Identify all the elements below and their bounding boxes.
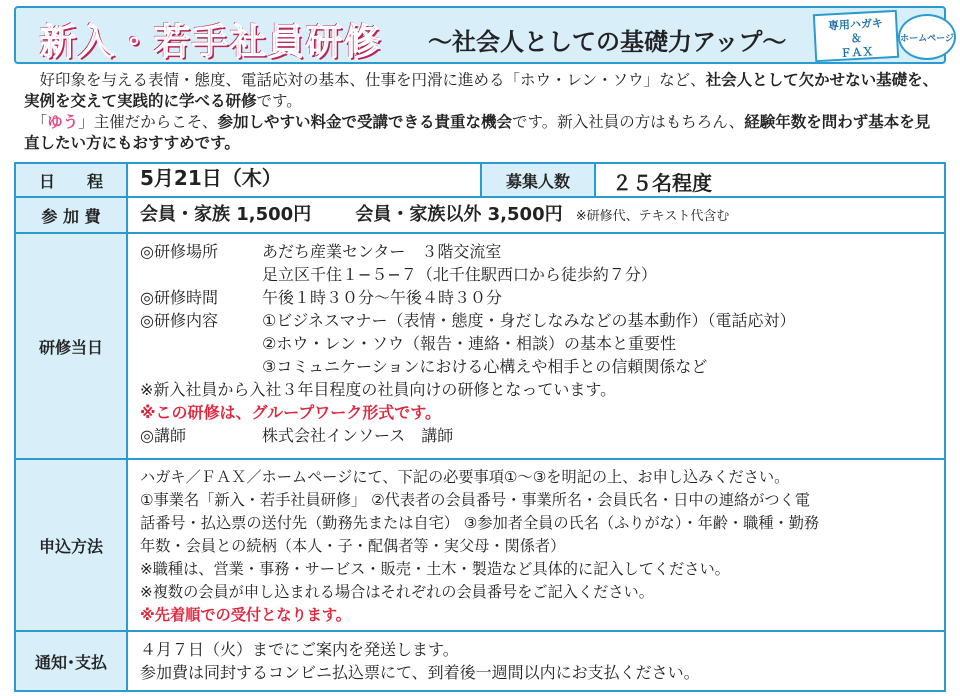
place-value-2: 足立区千住１−５−７（北千住駅西口から徒歩約７分） bbox=[262, 265, 657, 284]
content-row-1 bbox=[140, 309, 944, 332]
badge-hagaki-line1: 専用ハガキ bbox=[827, 16, 884, 33]
postcard-fax-badge bbox=[813, 10, 899, 62]
time-row bbox=[140, 286, 944, 309]
capacity-label: 募集人数 bbox=[480, 164, 596, 196]
row-fee bbox=[16, 198, 944, 234]
schedule-value: 5月21日（木） bbox=[140, 166, 282, 190]
intro-p1-b: 社会人として欠かせない基礎を、実例を交えて実践的に学べる研修 bbox=[24, 71, 939, 110]
capacity-value: ２５名程度 bbox=[612, 171, 712, 195]
info-table bbox=[14, 162, 946, 692]
intro-p2-b: 」主催だからこそ、 bbox=[78, 113, 218, 131]
intro-p1-a: 好印象を与える表情・態度、電話応対の基本、仕事を円滑に進める「ホウ・レン・ソウ」など、 bbox=[39, 71, 706, 89]
badge-hagaki-line3: ＦＡＸ bbox=[840, 45, 874, 60]
content-item-2: ②ホウ・レン・ソウ（報告・連絡・相談）の基本と重要性 bbox=[262, 334, 676, 353]
place-row-2 bbox=[140, 263, 944, 286]
time-key: ◎研修時間 bbox=[140, 288, 218, 307]
content-row-2 bbox=[140, 332, 944, 355]
notice-label: 通知･支払 bbox=[16, 632, 128, 690]
time-value: 午後１時３０分〜午後４時３０分 bbox=[262, 288, 503, 307]
page-title: 新入・若手社員研修 bbox=[40, 22, 383, 63]
apply-line-5: ※職種は、営業・事務・サービス・販売・土木・製造など具体的に記入してください。 bbox=[140, 560, 730, 578]
intro-p2-d: です。新入社員の方はもちろん、 bbox=[512, 113, 745, 131]
yu-logo-text: ゆう bbox=[47, 113, 79, 131]
intro-p2-a: 「 bbox=[39, 113, 48, 131]
row-application bbox=[16, 460, 944, 632]
badge-hagaki-line2: ＆ bbox=[850, 31, 862, 46]
training-day-cell bbox=[128, 234, 944, 458]
homepage-badge: ホームページ bbox=[898, 14, 956, 60]
notice-line-1: ４月７日（火）までにご案内を発送します。 bbox=[140, 640, 459, 659]
fee-cell bbox=[128, 198, 944, 232]
fee-label: 参 加 費 bbox=[16, 198, 128, 232]
apply-line-2: ①事業名「新入・若手社員研修」 ②代表者の会員番号・事業所名・会員氏名・日中の連絡がつく電 bbox=[140, 491, 810, 509]
apply-line-7: ※先着順での受付となります。 bbox=[140, 606, 351, 624]
place-value-1: あだち産業センター ３階交流室 bbox=[262, 242, 502, 261]
content-item-1: ①ビジネスマナー（表情・態度・身だしなみなどの基本動作）（電話応対） bbox=[262, 311, 796, 330]
page-subtitle: 〜社会人としての基礎力アップ〜 bbox=[428, 28, 787, 56]
notice-cell bbox=[128, 632, 944, 690]
lecturer-value: 株式会社インソース 講師 bbox=[262, 426, 454, 445]
training-day-label: 研修当日 bbox=[16, 234, 128, 458]
intro-p1-c: です。 bbox=[256, 92, 302, 110]
apply-line-3: 話番号・払込票の送付先（勤務先または自宅） ③参加者全員の氏名（ふりがな）・年齢・職種・勤務 bbox=[140, 514, 820, 532]
apply-line-1: ハガキ／ＦＡＸ／ホームページにて、下記の必要事項①〜③を明記の上、お申し込みください。 bbox=[140, 468, 790, 486]
content-item-3: ③コミュニケーションにおける心構えや相手との信頼関係など bbox=[262, 357, 708, 376]
application-cell bbox=[128, 460, 944, 630]
lecturer-key: ◎講師 bbox=[140, 426, 186, 445]
intro-p2-c: 参加しやすい料金で受講できる貴重な機会 bbox=[217, 113, 513, 131]
place-key: ◎研修場所 bbox=[140, 242, 218, 261]
row-schedule bbox=[16, 164, 944, 198]
schedule-label: 日 程 bbox=[16, 164, 128, 196]
place-row bbox=[140, 240, 944, 263]
apply-line-6: ※複数の会員が申し込まれる場合はそれぞれの会員番号をご記入ください。 bbox=[140, 583, 654, 601]
day-note-1: ※新入社員から入社３年目程度の社員向けの研修となっています。 bbox=[140, 380, 617, 399]
intro-p2-e: 経験年数を問わず基本を見直したい方にもおすすめです。 bbox=[24, 113, 931, 152]
header-banner bbox=[14, 6, 954, 64]
fee-nonmember: 会員・家族以外 3,500円 bbox=[355, 204, 563, 225]
content-row-3 bbox=[140, 355, 944, 378]
intro-paragraph-2 bbox=[24, 112, 940, 154]
content-key: ◎研修内容 bbox=[140, 311, 218, 330]
intro-paragraph-1 bbox=[24, 70, 940, 112]
fee-member: 会員・家族 1,500円 bbox=[140, 204, 312, 225]
lecturer-row bbox=[140, 424, 944, 447]
day-note-2: ※この研修は、グループワーク形式です。 bbox=[140, 403, 441, 422]
row-notice bbox=[16, 632, 944, 690]
application-label: 申込方法 bbox=[16, 460, 128, 630]
notice-line-2: 参加費は同封するコンビニ払込票にて、到着後一週間以内にお支払ください。 bbox=[140, 663, 700, 682]
apply-line-4: 年数・会員との続柄（本人・子・配偶者等・実父母・関係者） bbox=[140, 537, 566, 555]
fee-note: ※研修代、テキスト代含む bbox=[575, 209, 730, 224]
intro-text bbox=[24, 70, 940, 154]
row-training-day bbox=[16, 234, 944, 460]
